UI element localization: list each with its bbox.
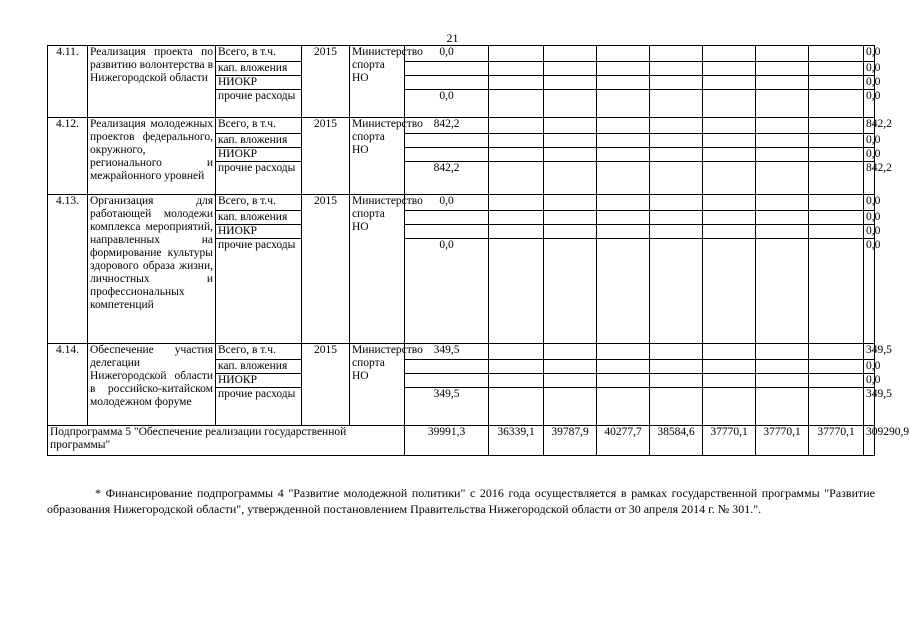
expense-kind: прочие расходы [216, 162, 302, 195]
empty-cell [544, 195, 597, 211]
empty-cell [809, 374, 864, 388]
table-row [48, 195, 875, 211]
expense-kind: кап. вложения [216, 62, 302, 76]
table-row [48, 118, 875, 134]
empty-cell [809, 225, 864, 239]
value-cell [405, 134, 489, 148]
empty-cell [597, 374, 650, 388]
value-cell: 0,0 [405, 46, 489, 62]
executor-cell: Министерство спорта НО [350, 46, 405, 118]
value-cell: 0,0 [405, 239, 489, 344]
year-cell: 2015 [302, 195, 350, 344]
expense-kind: НИОКР [216, 374, 302, 388]
empty-cell [489, 374, 544, 388]
empty-cell [489, 134, 544, 148]
total-cell: 0,0 [864, 148, 875, 162]
empty-cell [650, 76, 703, 90]
table-row [48, 46, 875, 62]
empty-cell [544, 388, 597, 426]
empty-cell [809, 239, 864, 344]
empty-cell [809, 90, 864, 118]
value-cell [405, 62, 489, 76]
empty-cell [544, 344, 597, 360]
expense-kind: прочие расходы [216, 239, 302, 344]
empty-cell [756, 62, 809, 76]
empty-cell [489, 62, 544, 76]
empty-cell [489, 360, 544, 374]
empty-cell [544, 90, 597, 118]
empty-cell [597, 211, 650, 225]
total-cell: 0,0 [864, 62, 875, 76]
year-cell: 2015 [302, 344, 350, 426]
empty-cell [650, 225, 703, 239]
empty-cell [809, 76, 864, 90]
value-cell: 0,0 [405, 90, 489, 118]
empty-cell [597, 134, 650, 148]
expense-kind: Всего, в т.ч. [216, 344, 302, 360]
empty-cell [756, 388, 809, 426]
row-number: 4.11. [48, 46, 88, 118]
empty-cell [650, 344, 703, 360]
empty-cell [489, 195, 544, 211]
empty-cell [809, 360, 864, 374]
empty-cell [809, 118, 864, 134]
empty-cell [544, 162, 597, 195]
empty-cell [650, 360, 703, 374]
empty-cell [597, 360, 650, 374]
expense-kind: кап. вложения [216, 211, 302, 225]
empty-cell [703, 225, 756, 239]
empty-cell [756, 360, 809, 374]
empty-cell [597, 162, 650, 195]
expense-kind: кап. вложения [216, 360, 302, 374]
total-cell: 842,2 [864, 162, 875, 195]
empty-cell [544, 211, 597, 225]
empty-cell [756, 239, 809, 344]
total-cell: 0,0 [864, 90, 875, 118]
empty-cell [650, 134, 703, 148]
empty-cell [756, 118, 809, 134]
expense-kind: НИОКР [216, 225, 302, 239]
year-cell: 2015 [302, 118, 350, 195]
executor-cell: Министерство спорта НО [350, 195, 405, 344]
value-cell: 842,2 [405, 162, 489, 195]
empty-cell [703, 374, 756, 388]
expense-kind: Всего, в т.ч. [216, 118, 302, 134]
empty-cell [650, 211, 703, 225]
empty-cell [597, 118, 650, 134]
empty-cell [597, 90, 650, 118]
empty-cell [544, 225, 597, 239]
budget-table [47, 45, 909, 456]
empty-cell [544, 62, 597, 76]
empty-cell [489, 344, 544, 360]
total-cell: 349,5 [864, 388, 875, 426]
empty-cell [809, 195, 864, 211]
value-cell [405, 360, 489, 374]
value-cell: 0,0 [405, 195, 489, 211]
total-cell: 0,0 [864, 134, 875, 148]
year-cell: 2015 [302, 46, 350, 118]
empty-cell [544, 239, 597, 344]
empty-cell [756, 225, 809, 239]
empty-cell [650, 46, 703, 62]
empty-cell [703, 62, 756, 76]
total-cell: 0,0 [864, 225, 875, 239]
empty-cell [809, 62, 864, 76]
expense-kind: Всего, в т.ч. [216, 195, 302, 211]
empty-cell [489, 90, 544, 118]
value-cell: 842,2 [405, 118, 489, 134]
empty-cell [809, 134, 864, 148]
value-cell: 349,5 [405, 344, 489, 360]
empty-cell [809, 46, 864, 62]
summary-value: 39991,3 [405, 426, 489, 456]
empty-cell [544, 118, 597, 134]
empty-cell [597, 344, 650, 360]
executor-cell: Министерство спорта НО [350, 344, 405, 426]
total-cell: 842,2 [864, 118, 875, 134]
value-cell [405, 374, 489, 388]
summary-total: 309290,9 [864, 426, 875, 456]
expense-kind: кап. вложения [216, 134, 302, 148]
empty-cell [756, 344, 809, 360]
empty-cell [544, 46, 597, 62]
executor-cell: Министерство спорта НО [350, 118, 405, 195]
value-cell [405, 211, 489, 225]
empty-cell [756, 76, 809, 90]
expense-kind: НИОКР [216, 76, 302, 90]
empty-cell [703, 118, 756, 134]
empty-cell [756, 46, 809, 62]
empty-cell [703, 211, 756, 225]
empty-cell [489, 76, 544, 90]
empty-cell [489, 148, 544, 162]
total-cell: 349,5 [864, 344, 875, 360]
empty-cell [703, 148, 756, 162]
expense-kind: прочие расходы [216, 388, 302, 426]
summary-label: Подпрограмма 5 "Обеспечение реализации государственной программы" [48, 426, 405, 456]
summary-row [48, 426, 875, 456]
measure-title: Реализация молодежных проектов федерального, окружного, регионального и межрайонного уровней [88, 118, 216, 195]
total-cell: 0,0 [864, 46, 875, 62]
empty-cell [703, 388, 756, 426]
empty-cell [809, 211, 864, 225]
total-cell: 0,0 [864, 195, 875, 211]
empty-cell [544, 134, 597, 148]
empty-cell [756, 90, 809, 118]
empty-cell [650, 90, 703, 118]
empty-cell [597, 46, 650, 62]
empty-cell [597, 148, 650, 162]
empty-cell [756, 211, 809, 225]
expense-kind: Всего, в т.ч. [216, 46, 302, 62]
empty-cell [597, 239, 650, 344]
empty-cell [597, 388, 650, 426]
empty-cell [756, 162, 809, 195]
empty-cell [597, 62, 650, 76]
total-cell: 0,0 [864, 211, 875, 225]
table-row [48, 344, 875, 360]
empty-cell [489, 239, 544, 344]
value-cell [405, 148, 489, 162]
empty-cell [489, 225, 544, 239]
page-number: 21 [446, 31, 459, 45]
empty-cell [809, 344, 864, 360]
summary-value: 36339,1 [489, 426, 544, 456]
empty-cell [809, 162, 864, 195]
empty-cell [650, 195, 703, 211]
empty-cell [703, 344, 756, 360]
row-number: 4.13. [48, 195, 88, 344]
empty-cell [544, 76, 597, 90]
empty-cell [756, 148, 809, 162]
empty-cell [703, 46, 756, 62]
summary-value: 37770,1 [756, 426, 809, 456]
summary-value: 40277,7 [597, 426, 650, 456]
empty-cell [489, 211, 544, 225]
empty-cell [544, 374, 597, 388]
empty-cell [703, 134, 756, 148]
summary-value: 38584,6 [650, 426, 703, 456]
empty-cell [703, 360, 756, 374]
summary-value: 37770,1 [809, 426, 864, 456]
empty-cell [756, 374, 809, 388]
empty-cell [597, 76, 650, 90]
total-cell: 0,0 [864, 239, 875, 344]
table-body [48, 46, 909, 456]
measure-title: Организация для работающей молодежи комплекса мероприятий, направленных на формирование культуры здорового образа жизни, личностных и профессиональных компетенций [88, 195, 216, 344]
row-number: 4.14. [48, 344, 88, 426]
empty-cell [650, 374, 703, 388]
empty-cell [650, 239, 703, 344]
row-number: 4.12. [48, 118, 88, 195]
empty-cell [650, 388, 703, 426]
empty-cell [809, 148, 864, 162]
empty-cell [597, 225, 650, 239]
value-cell [405, 225, 489, 239]
empty-cell [756, 134, 809, 148]
empty-cell [544, 360, 597, 374]
measure-title: Реализация проекта по развитию волонтерства в Нижегородской области [88, 46, 216, 118]
expense-kind: НИОКР [216, 148, 302, 162]
empty-cell [703, 90, 756, 118]
empty-cell [703, 195, 756, 211]
expense-kind: прочие расходы [216, 90, 302, 118]
total-cell: 0,0 [864, 360, 875, 374]
empty-cell [489, 388, 544, 426]
footnote: * Финансирование подпрограммы 4 "Развитие молодежной политики" с 2016 года осуществляется в рамках государственной программы "Развитие образования Нижегородской области", утвержденной постановлением Правительства Нижегородской области от 30 апреля 2014 г. № 301.". [47, 486, 875, 516]
empty-cell [703, 76, 756, 90]
empty-cell [597, 195, 650, 211]
measure-title: Обеспечение участия делегации Нижегородской области в российско-китайском молодежном форуме [88, 344, 216, 426]
empty-cell [756, 195, 809, 211]
empty-cell [650, 62, 703, 76]
value-cell: 349,5 [405, 388, 489, 426]
empty-cell [489, 46, 544, 62]
empty-cell [489, 118, 544, 134]
empty-cell [809, 388, 864, 426]
total-cell: 0,0 [864, 76, 875, 90]
empty-cell [703, 239, 756, 344]
total-cell: 0,0 [864, 374, 875, 388]
empty-cell [489, 162, 544, 195]
empty-cell [650, 162, 703, 195]
summary-value: 39787,9 [544, 426, 597, 456]
summary-value: 37770,1 [703, 426, 756, 456]
empty-cell [650, 118, 703, 134]
value-cell [405, 76, 489, 90]
empty-cell [703, 162, 756, 195]
empty-cell [544, 148, 597, 162]
empty-cell [650, 148, 703, 162]
